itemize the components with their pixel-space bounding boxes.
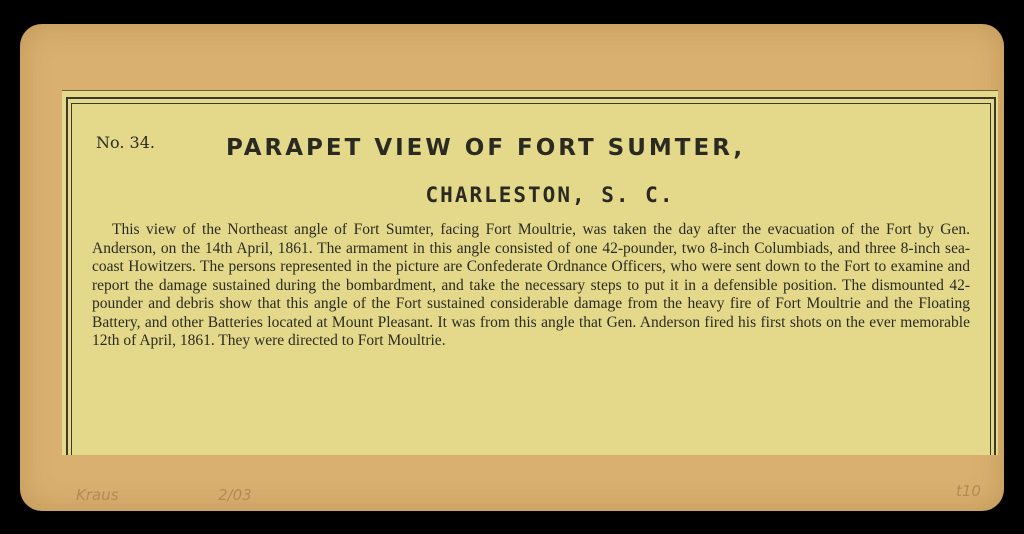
stereograph-card-back — [20, 24, 1004, 511]
card-title: PARAPET VIEW OF FORT SUMTER, — [226, 135, 746, 161]
card-subtitle: CHARLESTON, S. C. — [425, 183, 675, 207]
pencil-note-middle: 2/03 — [218, 486, 252, 504]
pencil-note-left: Kraus — [76, 486, 119, 504]
card-number: No. 34. — [96, 133, 155, 152]
printed-label — [62, 90, 998, 455]
pencil-note-right: t10 — [956, 482, 981, 500]
description-paragraph: This view of the Northeast angle of Fort Sumter, facing Fort Moultrie, was taken the day after the evacuation of the Fort by Gen. Anderson, on the 14th April, 1861. The armament in this angle consisted of one 42-pounder, two 8-inch Columbiads, and three 8-inch sea-coast Howitzers. The persons represented in the picture are Confederate Ordnance Officers, who were sent down to the Fort to examine and report the damage sustained during the bombardment, and take the necessary steps to put it in a defensible position. The dismounted 42-pounder and debris show that this angle of the Fort sustained considerable damage from the heavy fire of Fort Moultrie and the Floating Battery, and other Batteries located at Mount Pleasant. It was from this angle that Gen. Anderson fired his first shots on the ever memorable 12th of April, 1861. They were directed to Fort Moultrie. — [92, 221, 970, 349]
